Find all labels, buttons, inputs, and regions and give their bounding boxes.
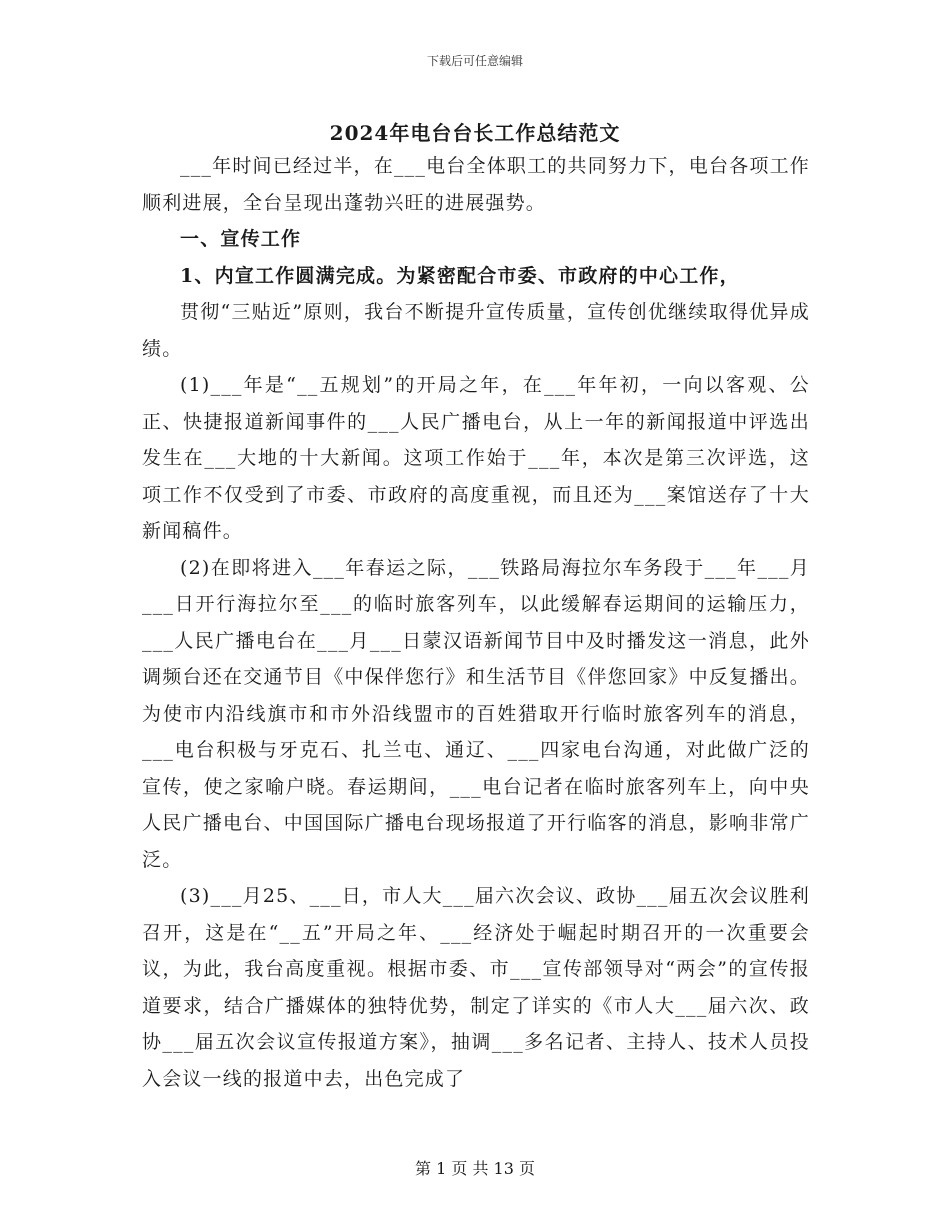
section-heading-publicity: 一、宣传工作 bbox=[180, 228, 302, 250]
body-paragraph: 贯彻“三贴近”原则，我台不断提升宣传质量，宣传创优继续取得优异成绩。 bbox=[142, 301, 810, 360]
document-body bbox=[142, 148, 810, 1097]
body-paragraph: (1)___年是“__五规划”的开局之年，在___年年初，一向以客观、公正、快捷报道新闻事件的___人民广播电台，从上一年的新闻报道中评选出发生在___大地的十大新闻。这项工作始于___年，本次是第三次评选，这项工作不仅受到了市委、市政府的高度重视，而且还为___案馆送存了十大新闻稿件。 bbox=[142, 374, 810, 542]
page-header-note: 下载后可任意编辑 bbox=[426, 54, 523, 68]
body-paragraph: (3)___月25、___日，市人大___届六次会议、政协___届五次会议胜利召开，这是在“__五”开局之年、___经济处于崛起时期召开的一次重要会议，为此，我台高度重视。根据市委、市___宣传部领导对“两会”的宣传报道要求，结合广播媒体的独特优势，制定了详实的《市人大___届六次、政协___届五次会议宣传报道方案》，抽调___多名记者、主持人、技术人员投入会议一线的报道中去，出色完成了 bbox=[142, 885, 810, 1090]
subsection-heading-internal: 1、内宣工作圆满完成。为紧密配合市委、市政府的中心工作， bbox=[180, 264, 740, 287]
body-paragraph: (2)在即将进入___年春运之际，___铁路局海拉尔车务段于___年___月___日开行海拉尔至___的临时旅客列车，以此缓解春运期间的运输压力，___人民广播电台在___月___日蒙汉语新闻节目中及时播发这一消息，此外调频台还在交通节目《中保伴您行》和生活节目《伴您回家》中反复播出。为使市内沿线旗市和市外沿线盟市的百姓猎取开行临时旅客列车的消息，___电台积极与牙克石、扎兰屯、通辽、___四家电台沟通，对此做广泛的宣传，使之家喻户晓。春运期间，___电台记者在临时旅客列车上，向中央人民广播电台、中国国际广播电台现场报道了开行临客的消息，影响非常广泛。 bbox=[142, 556, 810, 871]
document-title: 2024年电台台长工作总结范文 bbox=[329, 121, 621, 145]
page-number-footer: 第 1 页 共 13 页 bbox=[415, 1159, 535, 1178]
intro-paragraph: ___年时间已经过半，在___电台全体职工的共同努力下，电台各项工作顺利进展，全台呈现出蓬勃兴旺的进展强势。 bbox=[142, 155, 810, 214]
